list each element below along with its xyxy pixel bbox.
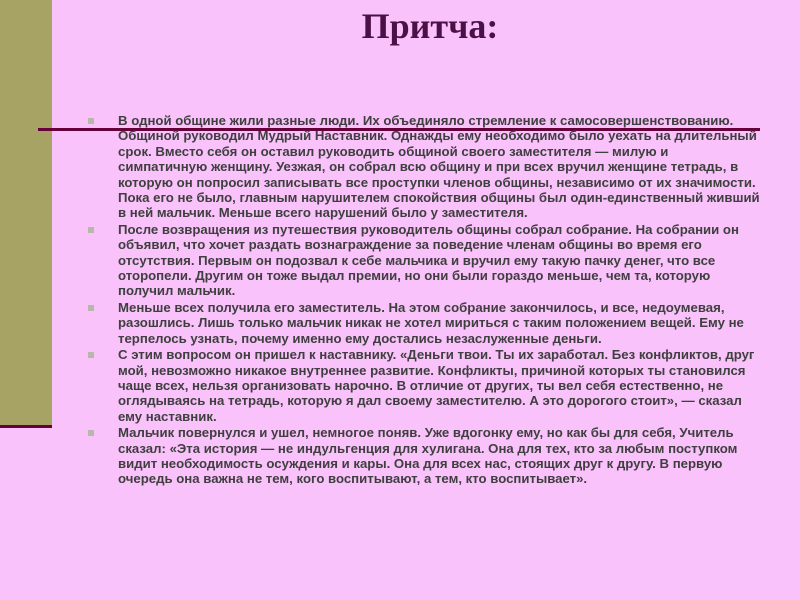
slide-title: Притча:: [361, 6, 499, 46]
paragraph-text: Меньше всех получила его заместитель. На этом собрание закончилось, и все, недоумевая, разошлись. Лишь только мальчик никак не хотел мириться с таким положением вещей. Ему не терпелось узнать, почему именно ему достались незаслуженные деньги.: [118, 299, 744, 346]
paragraph: [88, 425, 760, 487]
bullet-icon: [88, 227, 94, 233]
paragraph-text: С этим вопросом он пришел к наставнику. «Деньги твои. Ты их заработал. Без конфликтов, друг мой, невозможно никакое внутреннее развитие. Конфликты, причиной которых ты становился чаще всех, нельзя организовать нарочно. В отличие от других, ты вел себя естественно, не оглядываясь на тетрадь, которую я дал своему заместителю. А это дорогого стоит», — сказал ему наставник.: [118, 347, 755, 424]
paragraph-text: В одной общине жили разные люди. Их объединяло стремление к самосовершенствованию. Общиной руководил Мудрый Наставник. Однажды ему необходимо было уехать на длительный срок. Вместо себя он оставил руководить общиной своего заместителя — милую и симпатичную женщину. Уезжая, он собрал всю общину и при всех вручил женщине тетрадь, в которую он попросил записывать все проступки членов общины, независимо от их значимости. Пока его не было, главным нарушителем спокойствия общины был один-единственный живший в ней мальчик. Меньше всего нарушений было у заместителя.: [118, 113, 760, 221]
paragraph: [88, 113, 760, 221]
paragraph-text: После возвращения из путешествия руководитель общины собрал собрание. На собрании он объявил, что хочет раздать вознаграждение за поведение членам общины во время его отсутствия. Первым он подозвал к себе мальчика и вручил ему такую пачку денег, что все оторопели. Другим он тоже выдал премии, но они были гораздо меньше, чем та, которую получил мальчик.: [118, 221, 739, 299]
slide-body: [88, 113, 760, 488]
bullet-icon: [88, 305, 94, 311]
bullet-icon: [88, 118, 94, 124]
paragraph: [88, 300, 760, 346]
paragraph-text: Мальчик повернулся и ушел, немногое поняв. Уже вдогонку ему, но как бы для себя, Учитель сказал: «Эта история — не индульгенция для хулигана. Она для тех, кто за любым поступком видит необходимость осуждения и кары. Она для всех нас, стоящих друг к другу. В первую очередь она важна не тем, кого воспитывают, а тем, кто воспитывает».: [118, 425, 738, 487]
bullet-icon: [88, 430, 94, 436]
paragraph: [88, 222, 760, 299]
left-decor-divider: [0, 425, 52, 428]
left-decor-bar: [0, 0, 52, 425]
paragraph: [88, 347, 760, 424]
bullet-icon: [88, 352, 94, 358]
